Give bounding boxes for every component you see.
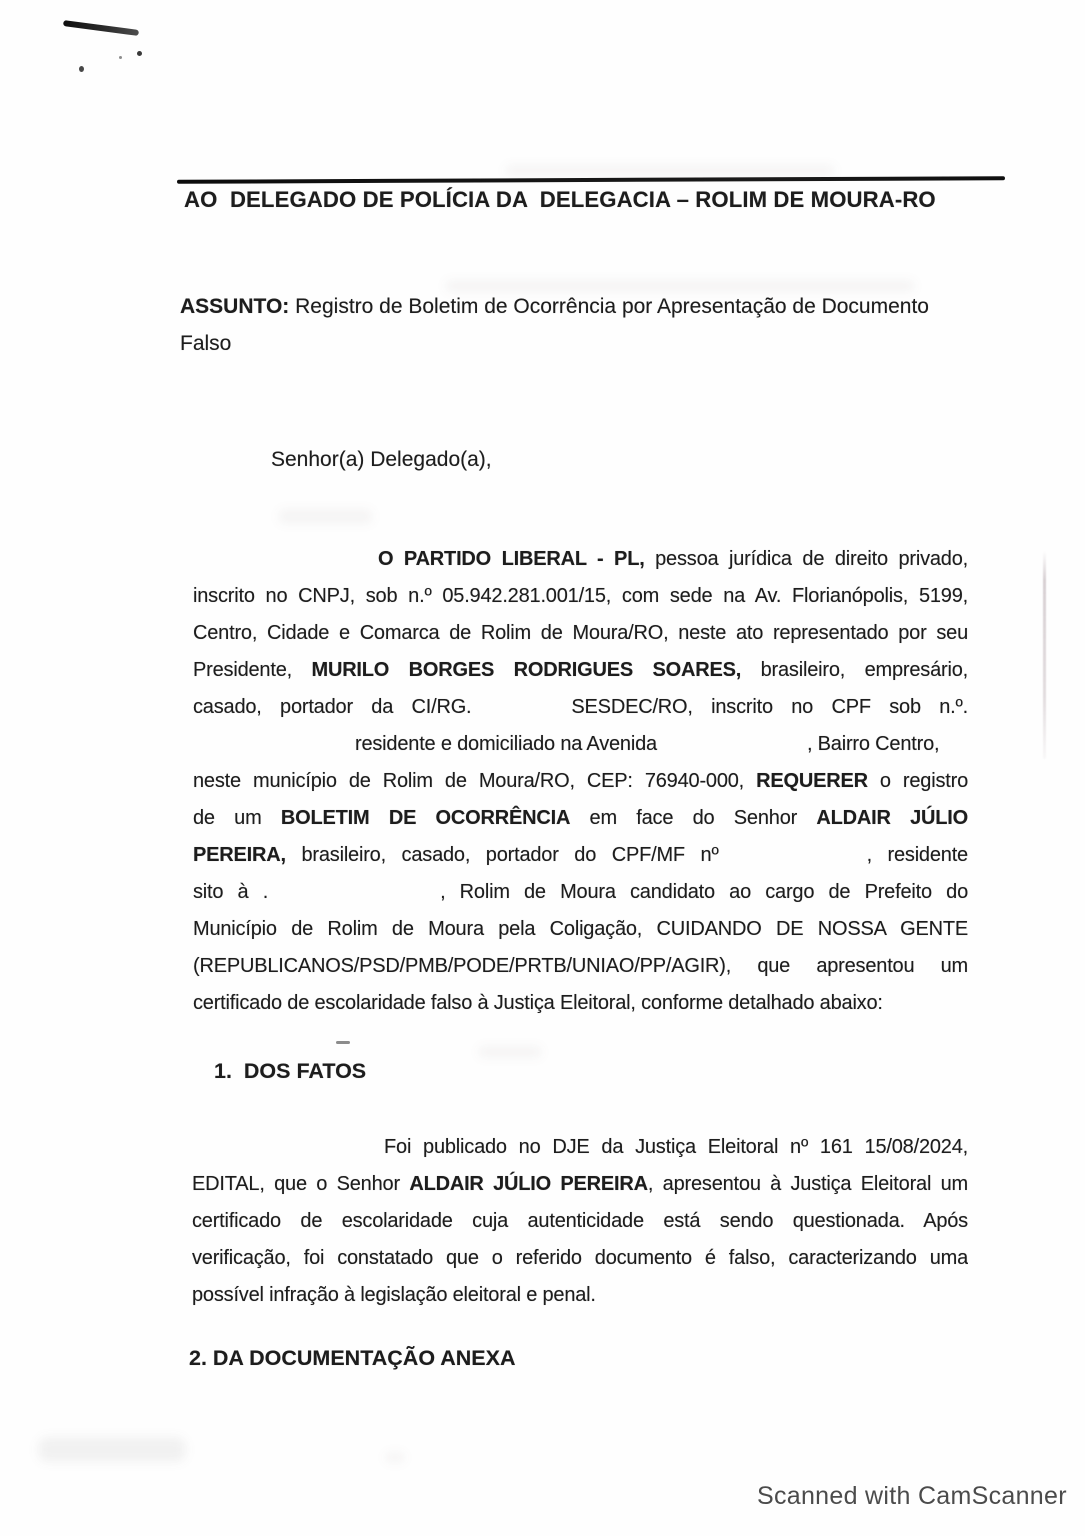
- petition-body-paragraph: [193, 541, 968, 1022]
- text-line: [193, 615, 968, 652]
- scan-smudge: [385, 1452, 405, 1463]
- text-segment: Presidente,: [193, 659, 312, 681]
- redaction-gap: [268, 896, 440, 898]
- text-line: [192, 1129, 968, 1166]
- text-segment: EDITAL, que o Senhor: [192, 1173, 410, 1195]
- subject-text: Registro de Boletim de Ocorrência por Apresentação de Documento: [289, 295, 929, 318]
- subject-line-1: [180, 288, 970, 325]
- text-segment: certificado de escolaridade falso à Justiça Eleitoral, conforme detalhado abaixo:: [193, 992, 883, 1014]
- scan-line-artifact: [1043, 551, 1046, 759]
- addressee-overline-rule: [177, 176, 1005, 184]
- text-line: [193, 948, 968, 985]
- bold-text-segment: ALDAIR JÚLIO PEREIRA: [409, 1173, 648, 1195]
- text-segment: brasileiro, casado, portador do CPF/MF nº: [285, 844, 719, 866]
- bold-text-segment: PEREIRA,: [193, 844, 286, 866]
- addressee-heading: AO DELEGADO DE POLÍCIA DA DELEGACIA – ROLIM DE MOURA-RO: [184, 187, 936, 212]
- text-line: [192, 1277, 968, 1314]
- text-line: [193, 652, 968, 689]
- text-segment: casado, portador da CI/RG.: [193, 696, 472, 718]
- text-line: [192, 1203, 968, 1240]
- text-segment: SESDEC/RO, inscrito no CPF sob n.º.: [571, 696, 968, 718]
- text-line: [193, 985, 968, 1022]
- text-line: [193, 874, 968, 911]
- redaction-gap: [719, 859, 867, 861]
- text-line: [193, 837, 968, 874]
- ink-dash-artifact: [336, 1041, 350, 1044]
- text-segment: pessoa jurídica de direito privado,: [644, 548, 968, 570]
- bold-text-segment: O PARTIDO LIBERAL - PL,: [378, 548, 645, 570]
- subject-label: ASSUNTO:: [180, 295, 290, 318]
- bold-text-segment: ALDAIR JÚLIO: [816, 807, 968, 829]
- text-line: [192, 1240, 968, 1277]
- text-segment: , Rolim de Moura candidato ao cargo de Prefeito do: [440, 881, 968, 903]
- text-segment: , Bairro Centro,: [806, 733, 940, 755]
- text-line: [193, 541, 968, 578]
- text-line: [193, 911, 968, 948]
- text-segment: possível infração à legislação eleitoral e penal.: [192, 1284, 596, 1306]
- text-segment: sito à .: [193, 881, 269, 903]
- text-segment: de um: [193, 807, 281, 829]
- text-segment: verificação, foi constatado que o referido documento é falso, caracterizando uma: [192, 1247, 968, 1269]
- scan-smudge: [38, 1437, 186, 1462]
- bold-text-segment: BOLETIM DE OCORRÊNCIA: [280, 807, 571, 829]
- text-line: [193, 763, 968, 800]
- dos-fatos-paragraph: [192, 1129, 968, 1314]
- ink-dot-artifact: [137, 51, 142, 56]
- redaction-gap: [657, 748, 807, 750]
- text-line: [193, 726, 968, 763]
- ink-dot-artifact: [79, 66, 84, 72]
- text-line: [192, 1166, 968, 1203]
- text-segment: , residente: [866, 844, 968, 866]
- text-segment: neste município de Rolim de Moura/RO, CEP: 76940-000,: [193, 770, 757, 792]
- text-segment: Município de Rolim de Moura pela Coligação, CUIDANDO DE NOSSA GENTE: [193, 918, 968, 940]
- camscanner-watermark: Scanned with CamScanner: [757, 1482, 1067, 1510]
- text-segment: Centro, Cidade e Comarca de Rolim de Moura/RO, neste ato representado por seu: [193, 622, 968, 644]
- text-segment: inscrito no CNPJ, sob n.º 05.942.281.001/15, com sede na Av. Florianópolis, 5199,: [193, 585, 968, 607]
- ink-dot-artifact: [119, 56, 122, 59]
- text-segment: , apresentou à Justiça Eleitoral um: [647, 1173, 968, 1195]
- scan-smudge: [505, 165, 835, 176]
- subject-line-2: Falso: [180, 332, 232, 355]
- scan-smudge: [278, 509, 373, 524]
- subject-block: [180, 288, 970, 362]
- section-1-heading: 1. DOS FATOS: [214, 1059, 367, 1083]
- text-line: [193, 800, 968, 837]
- scan-smudge: [478, 1046, 542, 1058]
- text-segment: residente e domiciliado na Avenida: [355, 733, 657, 755]
- text-line: [193, 578, 968, 615]
- salutation: Senhor(a) Delegado(a),: [271, 448, 492, 471]
- bold-text-segment: REQUERER: [756, 770, 868, 792]
- text-line: [193, 689, 968, 726]
- text-segment: brasileiro, empresário,: [741, 659, 968, 681]
- text-segment: certificado de escolaridade cuja autenticidade está sendo questionada. Após: [192, 1210, 968, 1232]
- pen-stroke-artifact: [63, 20, 139, 36]
- text-segment: em face do Senhor: [570, 807, 817, 829]
- text-segment: Foi publicado no DJE da Justiça Eleitoral nº 161 15/08/2024,: [384, 1136, 968, 1158]
- text-segment: o registro: [867, 770, 968, 792]
- redaction-gap: [471, 711, 571, 713]
- bold-text-segment: MURILO BORGES RODRIGUES SOARES,: [311, 659, 742, 681]
- section-2-heading: 2. DA DOCUMENTAÇÃO ANEXA: [189, 1346, 516, 1370]
- text-segment: (REPUBLICANOS/PSD/PMB/PODE/PRTB/UNIAO/PP/AGIR), que apresentou um: [193, 955, 968, 977]
